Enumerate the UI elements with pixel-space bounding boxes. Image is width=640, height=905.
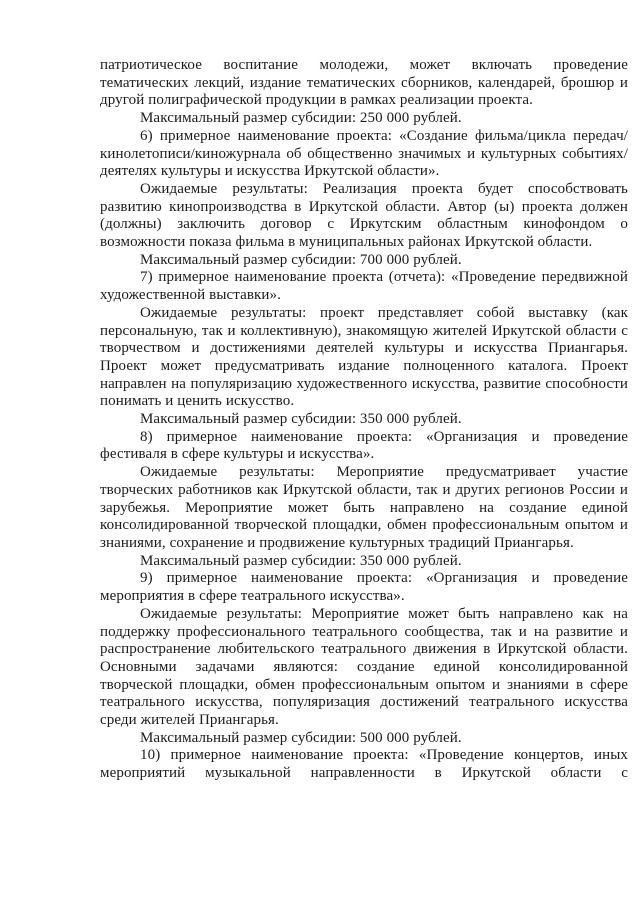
subsidy-amount-line: Максимальный размер субсидии: 350 000 рублей. [140,552,462,569]
expected-results-8: Ожидаемые результаты: Мероприятие предусматривает участие творческих работников как Иркутской области, так и других регионов России и зарубежья. Мероприятие может быть направлено на создание единой консолидированной творческой площадки, обмен профессиональным опытом и знаниями, сохранение и продвижение культурных традиций Приангарья. [100,464,628,551]
expected-results-9: Ожидаемые результаты: Мероприятие может быть направлено как на поддержку профессионального театрального сообщества, так и на развитие и распространение любительского театрального движения в Иркутской области. Основными задачами являются: создание единой консолидированной творческой площадки, обмен профессиональным опытом и знаниями в сфере театрального искусства, популяризация достижений театрального искусства среди жителей Приангарья. [100,605,628,729]
project-item-7: 7) примерное наименование проекта (отчета): «Проведение передвижной художественной выставки». [100,269,628,304]
project-item-10: 10) примерное наименование проекта: «Проведение концертов, иных мероприятий музыкальной направленности в Иркутской области с [100,747,628,782]
expected-results-7: Ожидаемые результаты: проект представляет собой выставку (как персональную, так и коллективную), знакомящую жителей Иркутской области с творчеством и достижениями деятелей культуры и искусства Приангарья. Проект может предусматривать издание полноценного каталога. Проект направлен на популяризацию художественного искусства, развитие способности понимать и ценить искусство. [100,304,628,410]
document-page [100,57,628,783]
subsidy-amount-line: Максимальный размер субсидии: 500 000 рублей. [140,729,462,746]
subsidy-amount-line: Максимальный размер субсидии: 250 000 рублей. [140,110,462,127]
subsidy-amount-line: Максимальный размер субсидии: 350 000 рублей. [140,411,462,428]
expected-results-6: Ожидаемые результаты: Реализация проекта будет способствовать развитию кинопроизводства в Иркутской области. Автор (ы) проекта должен (должны) заключить договор с Иркутским областным кинофондом о возможности показа фильма в муниципальных районах Иркутской области. [100,180,628,251]
project-item-8: 8) примерное наименование проекта: «Организация и проведение фестиваля в сфере культуры и искусства». [100,428,628,463]
subsidy-amount-line: Максимальный размер субсидии: 700 000 рублей. [140,251,462,268]
paragraph-continuation: патриотическое воспитание молодежи, может включать проведение тематических лекций, издание тематических сборников, календарей, брошюр и другой полиграфической продукции в рамках реализации проекта. [100,57,628,109]
project-item-9: 9) примерное наименование проекта: «Организация и проведение мероприятия в сфере театрального искусства». [100,570,628,605]
project-item-6: 6) примерное наименование проекта: «Создание фильма/цикла передач/кинолетописи/киножурнала об общественно значимых и культурных событиях/деятелях культуры и искусства Иркутской области». [100,127,628,180]
